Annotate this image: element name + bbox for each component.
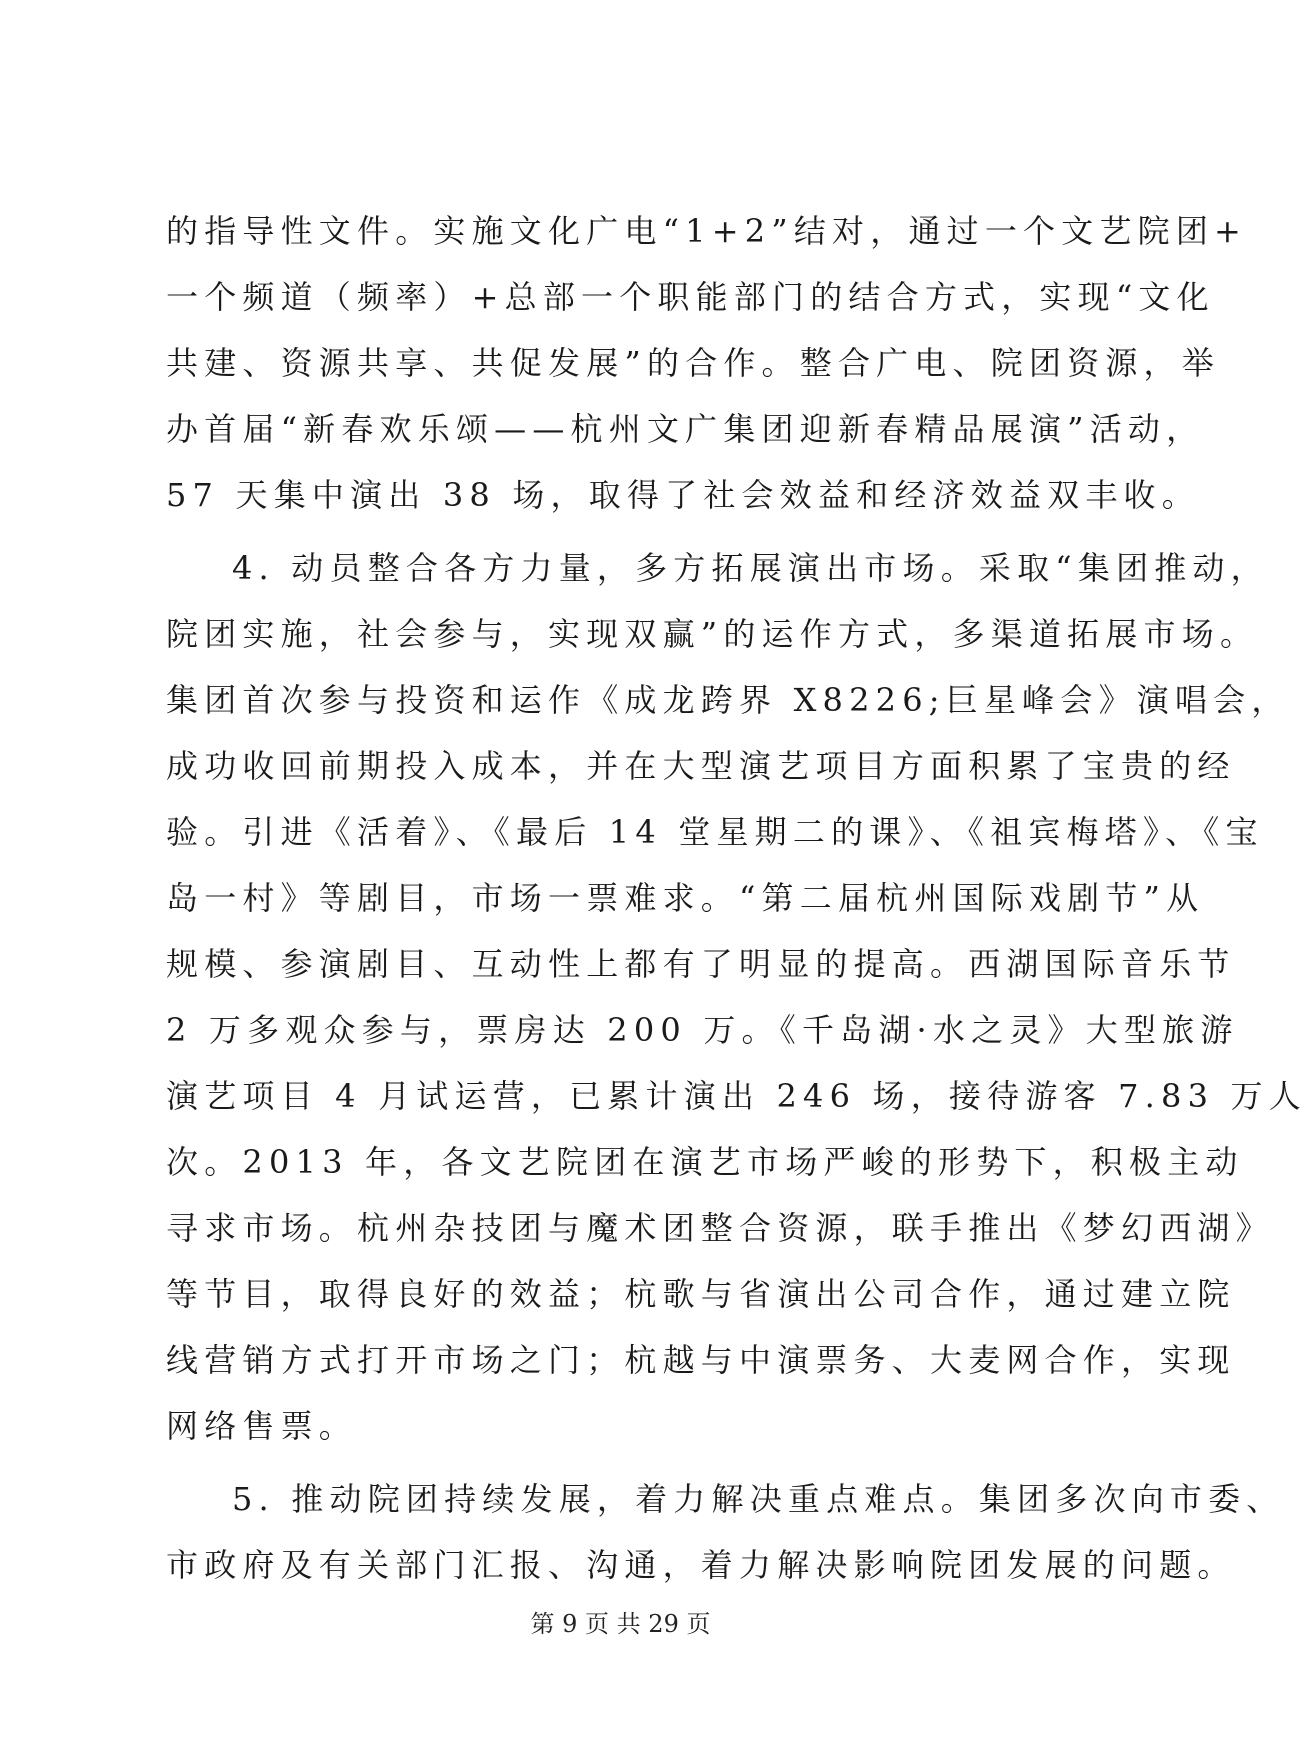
body-text-line: 线营销方式打开市场之门；杭越与中演票务、大麦网合作，实现 <box>166 1341 1236 1379</box>
body-text-line: 等节目，取得良好的效益；杭歌与省演出公司合作，通过建立院 <box>166 1275 1236 1313</box>
body-text-line: 岛一村》等剧目，市场一票难求。“第二届杭州国际戏剧节”从 <box>166 879 1205 917</box>
body-text-line: 一个频道（频率）+总部一个职能部门的结合方式，实现“文化 <box>166 278 1215 316</box>
body-text-line: 的指导性文件。实施文化广电“1+2”结对，通过一个文艺院团+ <box>166 212 1248 250</box>
body-text-line: 57 天集中演出 38 场，取得了社会效益和经济效益双丰收。 <box>166 476 1200 514</box>
body-text-line: 共建、资源共享、共促发展”的合作。整合广电、院团资源，举 <box>166 344 1220 382</box>
page-number-footer: 第 9 页 共 29 页 <box>530 1610 711 1638</box>
body-text-line: 成功收回前期投入成本，并在大型演艺项目方面积累了宝贵的经 <box>166 747 1236 785</box>
body-text-line: 验。引进《活着》、《最后 14 堂星期二的课》、《祖宾梅塔》、《宝 <box>166 813 1264 851</box>
body-text-line: 集团首次参与投资和运作《成龙跨界 X8226;巨星峰会》演唱会， <box>166 681 1290 719</box>
body-text-line: 办首届“新春欢乐颂——杭州文广集团迎新春精品展演”活动， <box>166 410 1205 448</box>
body-text-line: 2 万多观众参与，票房达 200 万。《千岛湖·水之灵》大型旅游 <box>166 1011 1239 1049</box>
paragraph-4-first-line: 4. 动员整合各方力量，多方拓展演出市场。采取“集团推动， <box>232 549 1269 587</box>
body-text-line: 市政府及有关部门汇报、沟通，着力解决影响院团发展的问题。 <box>166 1546 1236 1584</box>
body-text-line: 次。2013 年，各文艺院团在演艺市场严峻的形势下，积极主动 <box>166 1143 1244 1181</box>
body-text-line: 演艺项目 4 月试运营，已累计演出 246 场，接待游客 7.83 万人 <box>166 1077 1307 1115</box>
paragraph-5-first-line: 5. 推动院团持续发展，着力解决重点难点。集团多次向市委、 <box>232 1480 1285 1518</box>
body-text-line: 寻求市场。杭州杂技团与魔术团整合资源，联手推出《梦幻西湖》 <box>166 1209 1274 1247</box>
body-text-line: 院团实施，社会参与，实现双赢”的运作方式，多渠道拓展市场。 <box>166 615 1259 653</box>
body-text-line: 规模、参演剧目、互动性上都有了明显的提高。西湖国际音乐节 <box>166 945 1236 983</box>
body-text-line: 网络售票。 <box>166 1407 358 1445</box>
